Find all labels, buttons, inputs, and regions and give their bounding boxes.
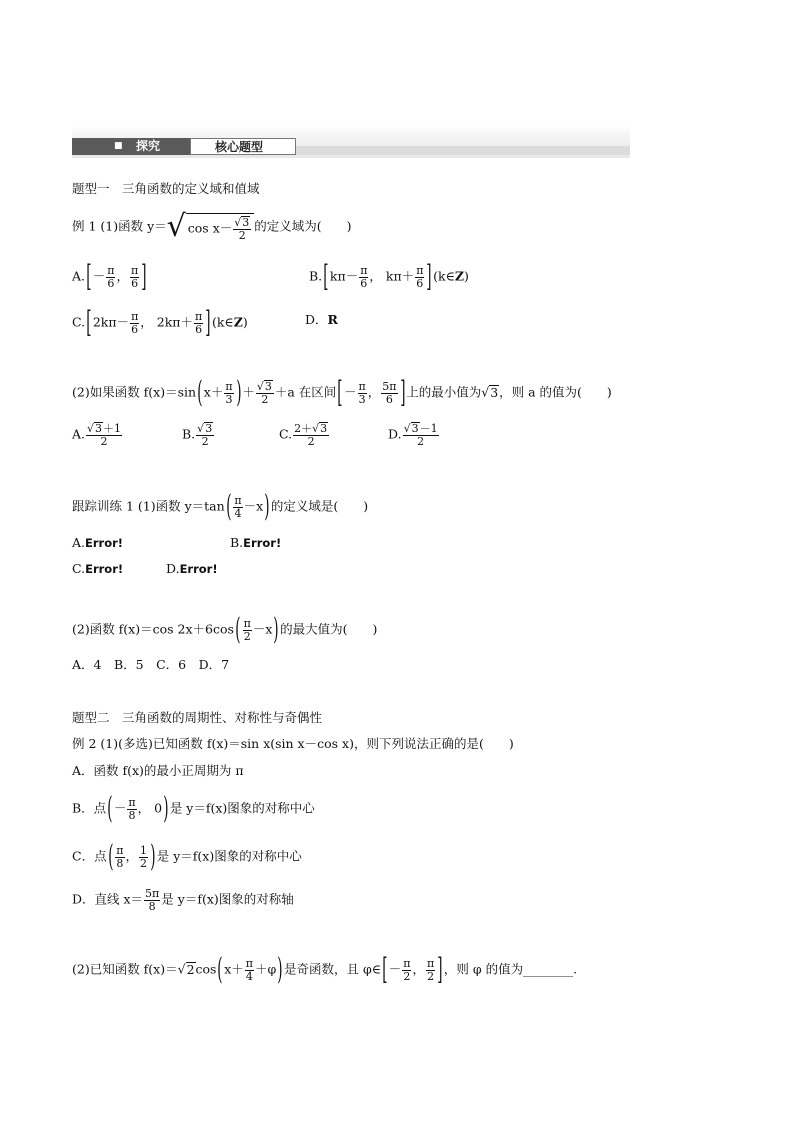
text: kπ－ <box>329 268 359 284</box>
text: 2 <box>307 435 315 449</box>
right-paren: ) <box>273 612 279 647</box>
text: 是 y＝f(x)图象的对称中心 <box>156 848 302 864</box>
fraction <box>359 265 368 289</box>
text: 6 <box>195 322 203 336</box>
fraction <box>130 311 139 335</box>
fraction: $\frac{√3}{2}$ <box>256 380 272 407</box>
text: Z <box>454 268 464 284</box>
text: 2 <box>403 969 411 983</box>
text: 3 <box>225 392 233 406</box>
text: A. <box>72 268 86 284</box>
text: B. <box>182 426 196 442</box>
right-bracket: ] <box>437 952 443 987</box>
option-a <box>72 259 148 294</box>
text: 3 <box>205 422 213 435</box>
fraction <box>245 958 254 982</box>
example1-question1 <box>72 209 352 244</box>
text: π <box>358 379 366 393</box>
fraction <box>127 797 136 821</box>
fraction: $\frac{√3-1}{2}$ <box>403 422 438 449</box>
right-paren: ) <box>264 489 270 524</box>
fraction: $\frac{√3}{2}$ <box>234 215 250 242</box>
text: 2 <box>261 393 269 407</box>
text: B. <box>230 535 244 550</box>
right-bracket: ] <box>399 375 405 410</box>
fraction: $\frac{√3+1}{2}$ <box>87 422 122 449</box>
right-bracket: ] <box>141 259 147 294</box>
option-c-2 <box>279 422 330 448</box>
fraction <box>415 265 424 289</box>
text: 8 <box>148 899 156 913</box>
fraction <box>106 265 115 289</box>
text: π <box>131 263 139 277</box>
fraction: $\frac{√3}{2}$ <box>197 422 213 449</box>
left-bracket: [ <box>86 259 92 294</box>
text: ＋1 <box>103 422 122 435</box>
text: 2 <box>186 961 195 977</box>
left-paren: ( <box>197 375 203 410</box>
text: －x <box>243 498 264 514</box>
text: π <box>426 956 435 970</box>
left-paren: ( <box>225 489 232 524</box>
option-d <box>305 314 338 327</box>
text: ， <box>367 384 381 400</box>
track1-question2 <box>72 612 378 647</box>
text: ， <box>116 268 129 284</box>
text: 3 <box>358 392 366 406</box>
text: 2 <box>238 228 246 242</box>
left-bracket: [ <box>382 952 388 987</box>
text: ， 0 <box>137 800 163 816</box>
text: 的定义域为( ) <box>254 218 352 234</box>
text: C. <box>279 426 293 442</box>
text: C. <box>72 561 86 576</box>
text: π <box>225 379 233 393</box>
text: 4 <box>234 506 242 520</box>
text: －x <box>252 621 273 637</box>
text: π <box>403 956 411 970</box>
text: B. <box>309 268 323 284</box>
text: π <box>360 263 368 277</box>
text: A. <box>72 535 86 550</box>
text: π <box>116 843 124 857</box>
text: (2)如果函数 f(x)＝sin <box>72 384 197 400</box>
text: (2)函数 f(x)＝cos 2x＋6cos <box>72 621 234 637</box>
left-bracket: [ <box>337 375 343 410</box>
text: 2 <box>417 435 425 449</box>
left-paren: ( <box>107 839 114 874</box>
option-d-2 <box>388 422 440 448</box>
text: 的最大值为( ) <box>280 621 378 637</box>
fraction <box>194 311 203 335</box>
text: 2 <box>243 629 251 643</box>
option-b <box>309 259 469 294</box>
fraction <box>402 958 411 982</box>
left-paren: ( <box>107 791 113 826</box>
text: 是奇函数，且 φ∈ <box>283 961 381 977</box>
text: 4 <box>245 969 253 983</box>
text: 3 <box>264 380 272 394</box>
text: π <box>243 616 251 630</box>
text: 上的最小值为 <box>406 384 482 400</box>
track1-option-b <box>230 537 281 550</box>
text: 6 <box>107 276 115 290</box>
fraction <box>358 381 367 405</box>
text: (k∈ <box>433 268 455 284</box>
header-tab-title-label: 核心题型 <box>215 140 264 154</box>
text: 6 <box>360 276 368 290</box>
text: ，则 a 的值为( ) <box>499 384 612 400</box>
option-b-2 <box>182 422 215 448</box>
text: Z <box>233 314 243 330</box>
text: ) <box>463 268 469 284</box>
text: C. <box>72 314 86 330</box>
fraction <box>130 265 139 289</box>
text: －1 <box>419 422 438 435</box>
text: Error! <box>243 536 282 550</box>
right-paren: ) <box>163 791 169 826</box>
example2-option-a: A．函数 f(x)的最小正周期为 π <box>72 763 244 778</box>
left-bracket: [ <box>86 305 92 340</box>
text: π <box>131 309 139 323</box>
text: 2 <box>427 969 435 983</box>
square-bullet-icon: ■ <box>114 141 123 151</box>
right-bracket: ] <box>205 305 211 340</box>
example2-option-d <box>72 888 294 912</box>
fraction <box>426 958 435 982</box>
text: ，则 φ 的值为________. <box>443 961 578 977</box>
text: ， 2kπ＋ <box>140 314 194 330</box>
text: 5π <box>382 379 397 393</box>
text: 5π <box>145 887 160 900</box>
text: ， <box>125 848 139 864</box>
header-tab-title <box>190 138 296 155</box>
text: 6 <box>131 276 139 290</box>
text: x＋ <box>224 961 244 977</box>
example2-question2: (2)已知函数 f(x)＝√2cos(x＋ $\frac{\pi}{4}$ ＋φ)是奇函数，且 φ∈[－ $\frac{\pi}{2}$ ， $\frac{\pi}{2}$ ]，则 φ 的值为________. <box>72 952 578 987</box>
header-tab-active <box>72 138 190 155</box>
text: 是 y＝f(x)图象的对称中心 <box>169 800 315 816</box>
text: π <box>416 263 424 277</box>
section-title-2: 题型二 三角函数的周期性、对称性与奇偶性 <box>72 710 323 725</box>
track1-option-c <box>72 563 123 576</box>
left-paren: ( <box>217 952 223 987</box>
text: 2 <box>100 435 108 449</box>
text: ， <box>412 961 425 977</box>
header-rule <box>296 146 630 155</box>
text: ＋φ <box>255 961 277 977</box>
track1-question1 <box>72 489 369 524</box>
text: 3 <box>95 422 103 435</box>
text: 2 <box>201 435 209 449</box>
text: x＋ <box>203 384 224 400</box>
text: ＋ <box>242 384 255 400</box>
text: － <box>92 268 106 284</box>
text: － <box>344 384 357 400</box>
text: 2kπ－ <box>92 314 130 330</box>
track1-option-d <box>166 563 218 576</box>
text: － <box>113 800 127 816</box>
text: D． <box>305 312 328 327</box>
text: 跟踪训练 1 (1)函数 y＝tan <box>72 498 225 514</box>
text: π <box>128 795 136 809</box>
right-paren: ) <box>277 952 283 987</box>
example1-question2: (2)如果函数 f(x)＝sin(x＋ $\frac{\pi}{3}$ )＋ $\frac{√3}{2}$ ＋a 在区间[－ $\frac{\pi}{3}$ ， $\frac{5\pi}{6}$ ]上的最小值为√3，则 a 的值为( ) <box>72 375 612 410</box>
text: 例 1 (1)函数 y＝ <box>72 218 167 234</box>
text: － <box>388 961 402 977</box>
text: A. <box>72 426 86 442</box>
text: 1 <box>140 843 148 857</box>
left-bracket: [ <box>323 259 329 294</box>
text: 8 <box>128 808 136 822</box>
fraction <box>243 618 252 642</box>
text: D. <box>166 561 180 576</box>
example2-option-c <box>72 839 302 874</box>
text: 3 <box>490 384 499 400</box>
text: (2)已知函数 f(x)＝ <box>72 961 178 977</box>
text: 2＋ <box>294 422 313 435</box>
option-c <box>72 305 248 340</box>
text: π <box>245 956 253 970</box>
left-paren: ( <box>235 612 241 647</box>
text: ) <box>242 314 248 330</box>
track1-question2-options: A．4 B．5 C．6 D．7 <box>72 657 230 672</box>
fraction <box>144 888 160 912</box>
text: 6 <box>416 276 424 290</box>
text: D．直线 x＝ <box>72 891 144 907</box>
radical-sign: √ <box>166 209 186 244</box>
fraction <box>381 381 397 405</box>
text: C．点 <box>72 848 107 864</box>
example2-option-b <box>72 791 315 826</box>
text: Error! <box>85 536 124 550</box>
text: cos <box>195 961 217 977</box>
right-paren: ) <box>235 375 242 410</box>
text: 6 <box>131 322 139 336</box>
text: π <box>107 263 115 277</box>
fraction <box>139 845 148 869</box>
header-tab-active-label: 探究 <box>136 139 161 153</box>
text: 6 <box>385 392 393 406</box>
option-a-2 <box>72 422 123 448</box>
fraction <box>233 495 242 519</box>
text: R <box>327 312 338 327</box>
text: 8 <box>116 856 124 870</box>
text: ， kπ＋ <box>369 268 415 284</box>
text: ＋a 在区间 <box>274 384 337 400</box>
text: B．点 <box>72 800 107 816</box>
fraction <box>224 381 233 405</box>
right-bracket: ] <box>426 259 432 294</box>
fraction: $\frac{2+√3}{2}$ <box>294 422 328 449</box>
text: π <box>195 309 203 323</box>
text: 2 <box>140 856 148 870</box>
right-paren: ) <box>150 839 156 874</box>
text: 的定义域是( ) <box>270 498 369 514</box>
text: Error! <box>85 562 124 576</box>
fraction <box>115 845 124 869</box>
text: cos x－ <box>187 219 233 235</box>
text: π <box>234 493 242 507</box>
text: D. <box>388 426 402 442</box>
text: 3 <box>411 422 419 435</box>
text: Error! <box>179 562 218 576</box>
text: 3 <box>242 215 250 229</box>
text: 3 <box>320 422 328 435</box>
track1-option-a <box>72 537 123 550</box>
section-title-1: 题型一 三角函数的定义域和值域 <box>72 181 260 196</box>
example2-question1: 例 2 (1)(多选)已知函数 f(x)＝sin x(sin x－cos x)，则下列说法正确的是( ) <box>72 736 514 751</box>
text: 是 y＝f(x)图象的对称轴 <box>161 891 294 907</box>
text: (k∈ <box>211 314 234 330</box>
